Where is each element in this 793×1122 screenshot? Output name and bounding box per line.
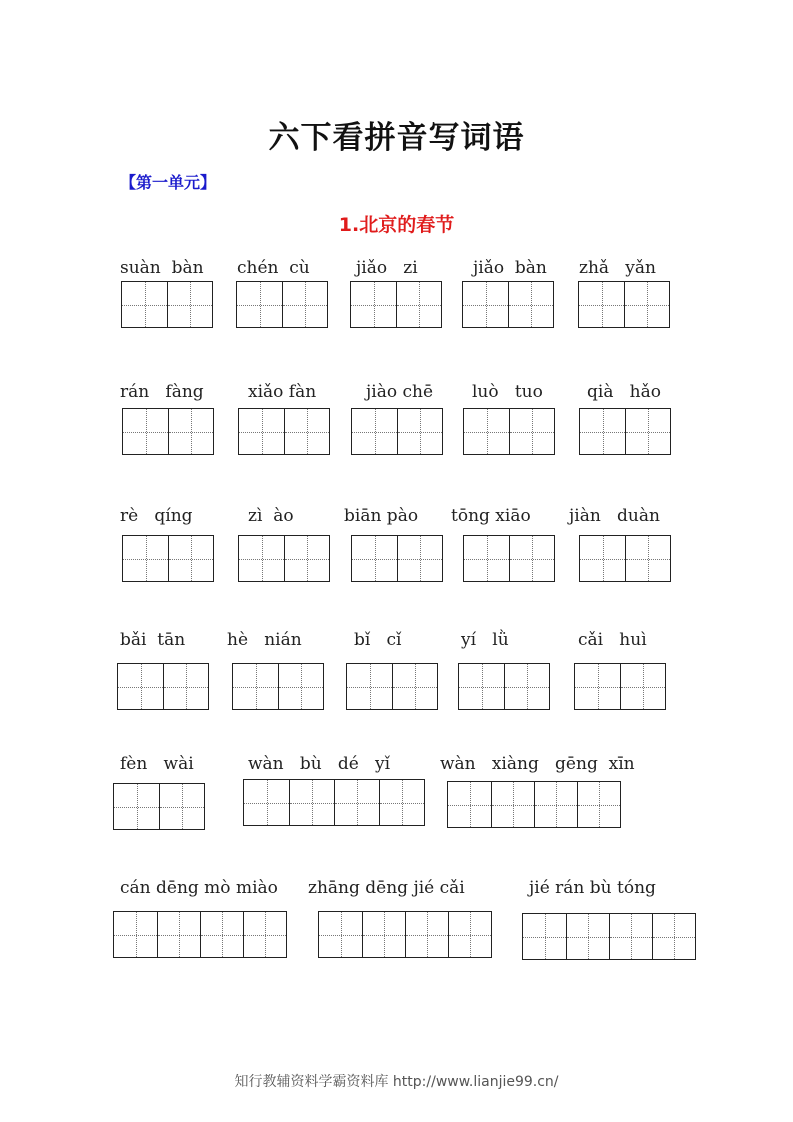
grid-cell[interactable] [200,912,243,957]
grid-cell[interactable] [464,409,509,454]
pinyin-label: rán fàng [120,382,204,402]
grid-cell[interactable] [123,536,168,581]
unit-heading: 【第一单元】 [120,173,217,192]
grid-cell[interactable] [396,282,441,327]
grid-cell[interactable] [239,409,284,454]
writing-grid[interactable] [578,281,670,328]
grid-cell[interactable] [284,536,329,581]
pinyin-label: zhǎ yǎn [579,258,656,278]
grid-cell[interactable] [237,282,282,327]
grid-cell[interactable] [609,914,652,959]
writing-grid[interactable] [236,281,328,328]
writing-grid[interactable] [113,783,205,830]
writing-grid[interactable] [238,535,330,582]
grid-cell[interactable] [347,664,392,709]
writing-grid[interactable] [462,281,554,328]
grid-cell[interactable] [114,912,157,957]
grid-cell[interactable] [397,409,442,454]
grid-cell[interactable] [282,282,327,327]
grid-cell[interactable] [448,782,491,827]
grid-cell[interactable] [392,664,437,709]
grid-cell[interactable] [168,536,213,581]
grid-cell[interactable] [577,782,620,827]
grid-cell[interactable] [168,409,213,454]
grid-cell[interactable] [362,912,405,957]
writing-grid[interactable] [243,779,425,826]
grid-cell[interactable] [243,912,286,957]
pinyin-label: rè qíng [120,506,193,526]
grid-cell[interactable] [157,912,200,957]
grid-cell[interactable] [504,664,549,709]
grid-cell[interactable] [579,282,624,327]
grid-cell[interactable] [580,409,625,454]
pinyin-label: zì ào [248,506,294,526]
writing-grid[interactable] [351,408,443,455]
grid-cell[interactable] [625,409,670,454]
pinyin-label: zhāng dēng jié cǎi [308,878,465,898]
grid-cell[interactable] [159,784,204,829]
page-title: 六下看拼音写词语 [268,120,525,156]
grid-cell[interactable] [625,536,670,581]
grid-cell[interactable] [379,780,424,825]
grid-cell[interactable] [118,664,163,709]
grid-cell[interactable] [580,536,625,581]
grid-cell[interactable] [491,782,534,827]
writing-grid[interactable] [350,281,442,328]
pinyin-label: qià hǎo [587,382,661,402]
grid-cell[interactable] [464,536,509,581]
pinyin-label: chén cù [237,258,310,278]
grid-cell[interactable] [114,784,159,829]
pinyin-label: yí lǜ [461,630,509,650]
footer-source: 知行教辅资料学霸资料库 http://www.lianjie99.cn/ [234,1074,559,1090]
writing-grid[interactable] [122,535,214,582]
pinyin-label: bǐ cǐ [354,630,402,650]
writing-grid[interactable] [113,911,287,958]
pinyin-label: fèn wài [120,754,194,774]
grid-cell[interactable] [123,409,168,454]
grid-cell[interactable] [278,664,323,709]
grid-cell[interactable] [575,664,620,709]
grid-cell[interactable] [463,282,508,327]
writing-grid[interactable] [121,281,213,328]
pinyin-label: luò tuo [472,382,543,402]
pinyin-label: jiǎo zi [356,258,418,278]
pinyin-label: bǎi tān [120,630,186,650]
grid-cell[interactable] [624,282,669,327]
grid-cell[interactable] [122,282,167,327]
writing-grid[interactable] [463,408,555,455]
writing-grid[interactable] [579,535,671,582]
grid-cell[interactable] [652,914,695,959]
writing-grid[interactable] [122,408,214,455]
grid-cell[interactable] [620,664,665,709]
writing-grid[interactable] [351,535,443,582]
pinyin-label: cǎi huì [578,630,647,650]
writing-grid[interactable] [463,535,555,582]
grid-cell[interactable] [167,282,212,327]
grid-cell[interactable] [319,912,362,957]
pinyin-label: jié rán bù tóng [529,878,656,898]
writing-grid[interactable] [318,911,492,958]
pinyin-label: suàn bàn [120,258,204,278]
pinyin-label: wàn xiàng gēng xīn [440,754,635,774]
grid-cell[interactable] [523,914,566,959]
lesson-title: 1.北京的春节 [338,214,455,236]
writing-grid[interactable] [579,408,671,455]
grid-cell[interactable] [163,664,208,709]
writing-grid[interactable] [458,663,550,710]
pinyin-label: tōng xiāo [451,506,531,526]
pinyin-label: cán dēng mò miào [120,878,278,898]
grid-cell[interactable] [397,536,442,581]
writing-grid[interactable] [346,663,438,710]
writing-grid[interactable] [522,913,696,960]
grid-cell[interactable] [284,409,329,454]
grid-cell[interactable] [534,782,577,827]
grid-cell[interactable] [405,912,448,957]
grid-cell[interactable] [233,664,278,709]
pinyin-label: jiàn duàn [569,506,660,526]
grid-cell[interactable] [566,914,609,959]
grid-cell[interactable] [351,282,396,327]
grid-cell[interactable] [289,780,334,825]
grid-cell[interactable] [508,282,553,327]
grid-cell[interactable] [448,912,491,957]
writing-grid[interactable] [232,663,324,710]
writing-grid[interactable] [447,781,621,828]
pinyin-label: wàn bù dé yǐ [248,754,391,774]
writing-grid[interactable] [238,408,330,455]
grid-cell[interactable] [509,536,554,581]
grid-cell[interactable] [352,409,397,454]
writing-grid[interactable] [574,663,666,710]
grid-cell[interactable] [239,536,284,581]
grid-cell[interactable] [352,536,397,581]
pinyin-label: biān pào [344,506,419,526]
pinyin-label: jiào chē [366,382,434,402]
pinyin-label: hè nián [227,630,302,650]
grid-cell[interactable] [459,664,504,709]
grid-cell[interactable] [334,780,379,825]
grid-cell[interactable] [244,780,289,825]
pinyin-label: xiǎo fàn [248,382,317,402]
pinyin-label: jiǎo bàn [473,258,547,278]
grid-cell[interactable] [509,409,554,454]
writing-grid[interactable] [117,663,209,710]
